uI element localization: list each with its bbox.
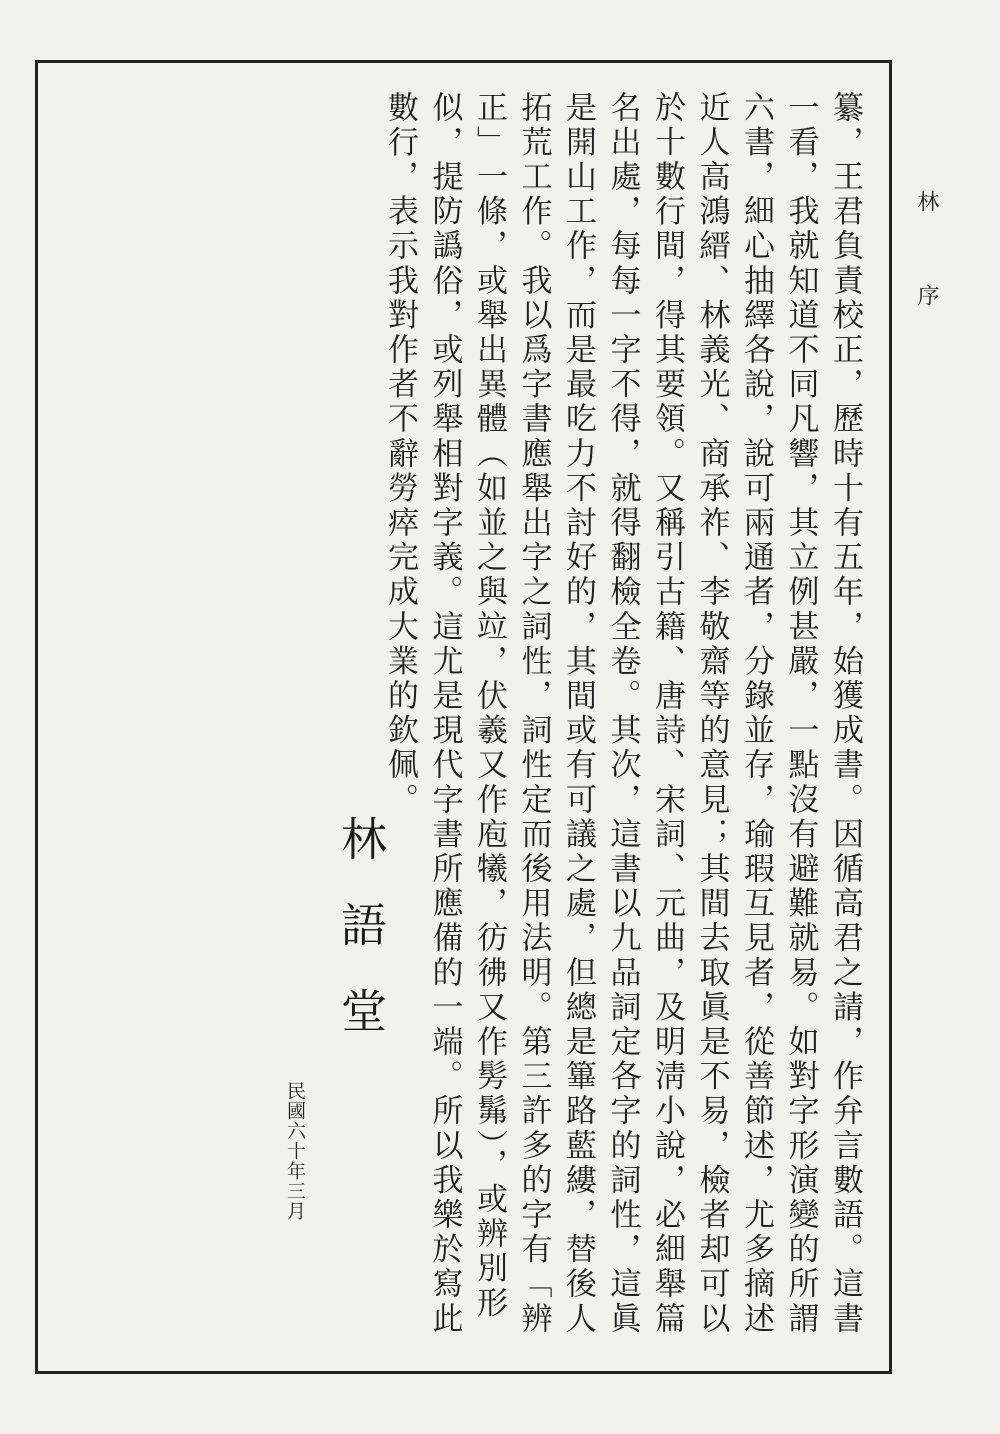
margin-label-lin: 林 [914, 190, 939, 212]
preface-body [378, 91, 868, 1361]
author-signature: 林語堂 [334, 815, 388, 1073]
margin-label-preface: 序 [914, 284, 939, 306]
preface-main: 這書一看，我就知道不同凡響，其立例甚嚴，一點沒有避難就易。如對字形演變的所謂六書，細心抽繹各說，說可兩通者，分錄並存，瑜瑕互見者，從善節述，尤多摘述近人高鴻縉、林義光、商承祚、李敬齋等的意見；其間去取眞是不易，檢者却可以於十數行間，得其要領。又稱引古籍、唐詩、宋詞、元曲，及明淸小說，必細舉篇名出處，每每一字不得，就得翻檢全卷。其次，這書以九品詞定各字的詞性，這眞是開山工作，而是最吃力不討好的，其間或有可議之處，但總是篳路藍縷，替後人拓荒工作。我以爲字書應舉出字之詞性，詞性定而後用法明。第三許多的字有「辨正」一條，或舉出異體（如並之與竝，伏羲又作庖犧，彷彿又作髣髴），或辨別形似，提防譌俗，或列舉相對字義。這尤是現代字書所應備的一端。所以我樂於寫此數行，表示我對作者不辭勞瘁完成大業的欽佩。 [382, 91, 863, 1337]
preface-intro: 纂，王君負責校正，歷時十有五年，始獲成書。因循高君之請，作弁言數語。 [827, 91, 863, 1268]
signature-date: 民國六十年三月 [284, 1081, 306, 1221]
page-frame [35, 60, 892, 1374]
preface-paragraph [378, 91, 868, 1361]
